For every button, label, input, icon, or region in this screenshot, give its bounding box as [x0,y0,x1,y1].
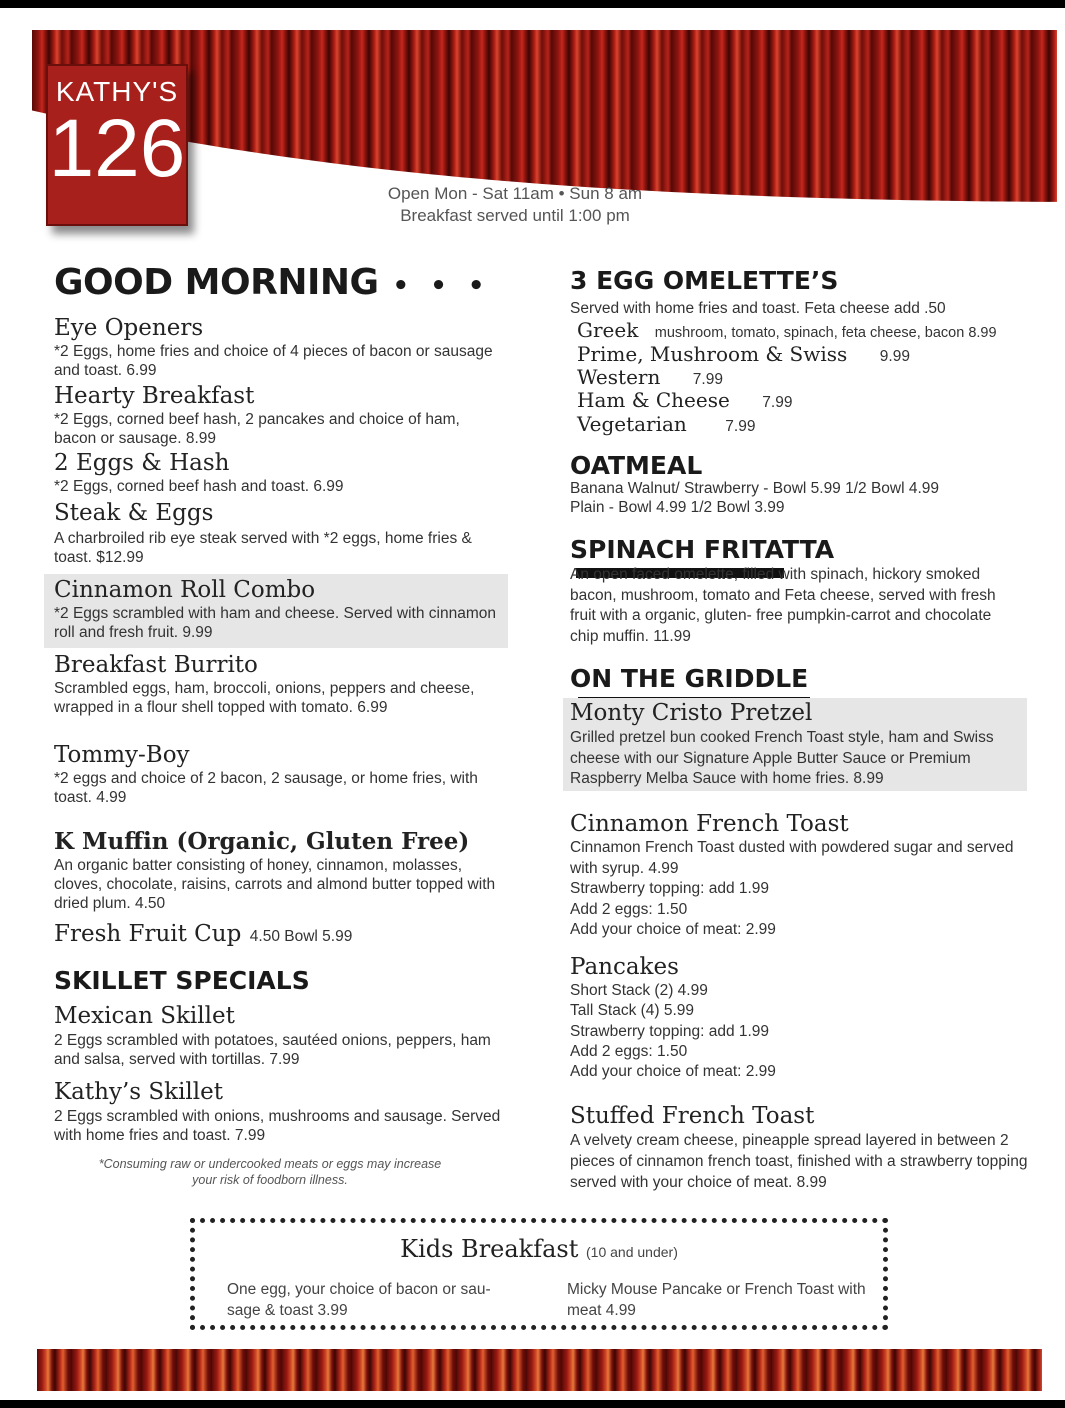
logo-name: KATHY'S [55,76,179,107]
item-name: Ham & Cheese [577,388,730,412]
item-desc: Cinnamon French Toast dusted with powdered sugar and served with syrup. 4.99 [570,839,1014,877]
item-name: Greek [577,318,639,342]
item-option: Add 2 eggs: 1.50 [570,1042,688,1060]
fritatta-desc: An open faced omelette, filled with spinach, hickory smoked bacon, mushroom, tomato and Feta cheese, served with fresh fruit with a organic, gluten- free pumpkin-carrot and chocolate chip muffin. 11.99 [570,566,996,645]
item-name: Steak & Eggs [54,500,214,526]
hours-line-2: Breakfast served until 1:00 pm [400,206,630,225]
menu-item [54,382,504,448]
kids-title: Kids Breakfast (10 and under) [400,1235,678,1263]
menu-item [54,499,504,567]
item-detail: mushroom, tomato, spinach, feta cheese, bacon 8.99 [654,325,997,341]
item-desc: A charbroiled rib eye steak served with *2 eggs, home fries & toast. $12.99 [54,530,472,566]
menu-item [54,314,504,380]
item-desc: *2 eggs and choice of 2 bacon, 2 sausage, or home fries, with toast. 4.99 [54,770,478,806]
item-name: Kathy’s Skillet [54,1079,223,1105]
kids-item-1: One egg, your choice of bacon or sau- sage & toast 3.99 [227,1281,491,1319]
menu-item [54,920,504,948]
menu-item [54,1078,504,1145]
item-desc: 2 Eggs scrambled with potatoes, sautéed onions, peppers, ham and salsa, served with tortillas. 7.99 [54,1032,491,1068]
item-desc: *2 Eggs scrambled with ham and cheese. Served with cinnamon roll and fresh fruit. 9.99 [54,605,496,641]
item-detail: 7.99 [692,371,723,388]
item-option: Strawberry topping: add 1.99 [570,1022,770,1040]
menu-item [570,810,1030,941]
item-name: Cinnamon Roll Combo [54,577,316,603]
item-detail: 9.99 [879,348,910,365]
item-price: 4.50 Bowl 5.99 [249,928,353,945]
hours [320,183,710,227]
item-desc: 2 Eggs scrambled with onions, mushrooms and sausage. Served with home fries and toast. 7.99 [54,1108,501,1144]
item-name: Prime, Mushroom & Swiss [577,342,848,366]
list-item [577,388,1047,412]
menu-item [54,828,504,913]
bottom-border [0,1400,1065,1408]
top-border [0,0,1065,8]
item-option: Tall Stack (4) 5.99 [570,1002,695,1020]
menu-item [570,1102,1035,1193]
item-name: Monty Cristo Pretzel [570,700,813,726]
item-name: Western [577,365,661,389]
item-name: Eye Openers [54,315,204,341]
menu-item [54,1002,504,1069]
menu-item [54,651,504,717]
item-name: Cinnamon French Toast [570,811,849,837]
item-name: Breakfast Burrito [54,652,258,678]
list-item [577,318,1047,342]
item-option: Short Stack (2) 4.99 [570,982,708,999]
footer-curtain-strip [37,1349,1042,1391]
item-desc: Grilled pretzel bun cooked French Toast style, ham and Swiss cheese with our Signature Apple Butter Sauce or Premium Raspberry Melba Sauce with home fries. 8.99 [570,729,994,787]
item-desc: Scrambled eggs, ham, broccoli, onions, peppers and cheese, wrapped in a flour shell topped with tomato. 6.99 [54,680,475,716]
item-detail: 7.99 [762,394,793,411]
section-title-omelette: 3 EGG OMELETTE’S [570,266,839,295]
item-desc: *2 Eggs, home fries and choice of 4 pieces of bacon or sausage and toast. 6.99 [54,343,493,379]
omelette-subtitle: Served with home fries and toast. Feta cheese add .50 [570,300,946,317]
omelette-list [577,318,1047,436]
section-title-griddle: ON THE GRIDDLE [570,664,1040,711]
title-dots: • • • [392,271,491,301]
item-option: Add 2 eggs: 1.50 [570,900,688,918]
item-name: Hearty Breakfast [54,383,255,409]
menu-item-featured [44,574,508,648]
item-name: 2 Eggs & Hash [54,450,230,476]
list-item [577,412,1047,436]
menu-item [570,954,1030,1082]
section-title-oatmeal: OATMEAL [570,451,703,480]
menu-item [54,449,504,496]
hours-line-1: Open Mon - Sat 11am • Sun 8 am [387,184,643,203]
section-title-fritatta: SPINACH FRITATTA [570,535,1040,582]
list-item [577,342,1047,365]
item-desc: *2 Eggs, corned beef hash, 2 pancakes and choice of ham, bacon or sausage. 8.99 [54,411,460,447]
item-name: Vegetarian [577,412,687,436]
logo-number: 126 [48,103,186,194]
menu-item-featured [563,698,1027,791]
list-item [577,365,1047,388]
item-option: Add your choice of meat: 2.99 [570,1063,776,1081]
kids-item-2: Micky Mouse Pancake or French Toast with meat 4.99 [567,1281,866,1319]
kids-age: (10 and under) [586,1244,678,1260]
section-title-skillet: SKILLET SPECIALS [54,966,310,995]
item-detail: 7.99 [725,418,756,435]
item-name: Mexican Skillet [54,1003,235,1029]
item-name: Tommy-Boy [54,742,190,768]
item-desc: *2 Eggs, corned beef hash and toast. 6.99 [54,478,344,495]
logo [46,64,188,226]
menu-item [54,741,504,807]
item-desc: An organic batter consisting of honey, cinnamon, molasses, cloves, chocolate, raisins, carrots and almond butter topped with dried plum. 4.50 [54,857,496,912]
item-name: Stuffed French Toast [570,1103,815,1129]
item-name: Pancakes [570,954,679,980]
item-option: Add your choice of meat: 2.99 [570,921,776,938]
item-desc: A velvety cream cheese, pineapple spread layered in between 2 pieces of cinnamon french toast, finished with a strawberry topping served with your choice of meat. 8.99 [570,1132,1028,1191]
kids-breakfast-box [190,1218,888,1330]
item-name: K Muffin (Organic, Gluten Free) [54,828,470,855]
food-safety-disclaimer: *Consuming raw or undercooked meats or eggs may increase your risk of foodborn illness. [98,1157,442,1187]
item-name: Fresh Fruit Cup [54,921,242,947]
section-title-good-morning: GOOD MORNING • • • [54,262,491,303]
item-option: Strawberry topping: add 1.99 [570,880,770,897]
oatmeal-details: Banana Walnut/ Strawberry - Bowl 5.99 1/2 Bowl 4.99 Plain - Bowl 4.99 1/2 Bowl 3.99 [570,480,940,516]
